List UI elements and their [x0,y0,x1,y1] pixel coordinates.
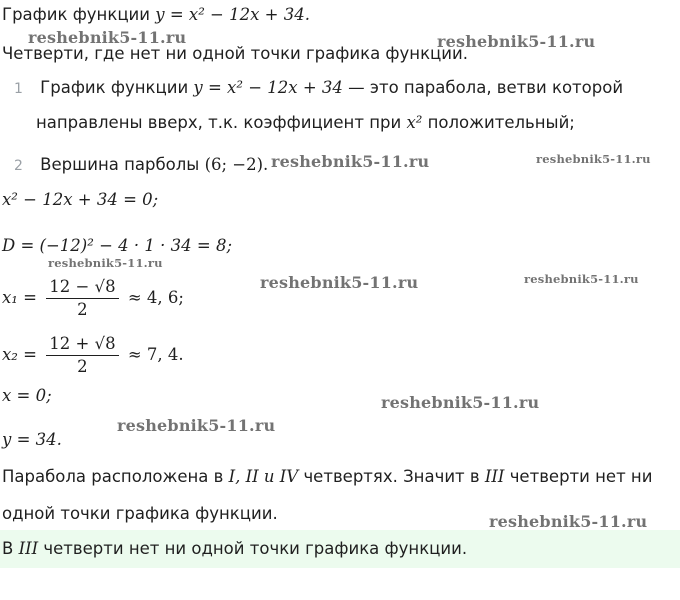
watermark: reshebnik5-11.ru [489,512,648,531]
answer-box [0,530,680,568]
watermark: reshebnik5-11.ru [536,152,651,166]
watermark: reshebnik5-11.ru [437,32,596,51]
answer-text: В III четверти нет ни одной точки графика функции. [2,539,468,558]
conclusion-line-1: Парабола расположена в I, II и IV четвертях. Значит в III четверти нет ни [2,467,653,486]
watermark: reshebnik5-11.ru [28,28,187,47]
watermark: reshebnik5-11.ru [117,416,276,435]
step-number: 2 [14,158,23,174]
fraction: $\frac{12 - √8}{2}$ [46,276,118,321]
watermark: reshebnik5-11.ru [48,256,163,270]
fraction: $\frac{12 + √8}{2}$ [46,333,118,378]
watermark: reshebnik5-11.ru [271,152,430,171]
root-x2: x₂ = $\frac{12 + √8}{2}$ ≈ 7, 4. [2,334,184,376]
step-number: 1 [14,81,23,97]
vertex-formula: (6; −2). [204,155,269,174]
step-1-formula: y = x² − 12x + 34 [193,78,343,97]
watermark: reshebnik5-11.ru [260,273,419,292]
title-formula: y = x² − 12x + 34. [155,5,310,24]
conclusion-line-2: одной точки графика функции. [2,504,278,523]
watermark: reshebnik5-11.ru [381,393,540,412]
x-zero: x = 0; [2,386,52,405]
watermark: reshebnik5-11.ru [524,272,639,286]
root-x1: x₁ = $\frac{12 - √8}{2}$ ≈ 4, 6; [2,277,184,319]
step-1-line-1: 1 График функции y = x² − 12x + 34 — это парабола, ветви которой [14,78,624,97]
equation: x² − 12x + 34 = 0; [2,190,159,209]
problem-title: График функции y = x² − 12x + 34. [2,5,310,24]
step-2: 2 Вершина парболы (6; −2). [14,155,269,174]
problem-subtitle: Четверти, где нет ни одной точки графика функции. [2,44,468,63]
y-intercept: y = 34. [2,430,62,449]
discriminant: D = (−12)² − 4 · 1 · 34 = 8; [2,236,233,255]
step-1-line-2: направлены вверх, т.к. коэффициент при x² положительный; [36,113,575,132]
